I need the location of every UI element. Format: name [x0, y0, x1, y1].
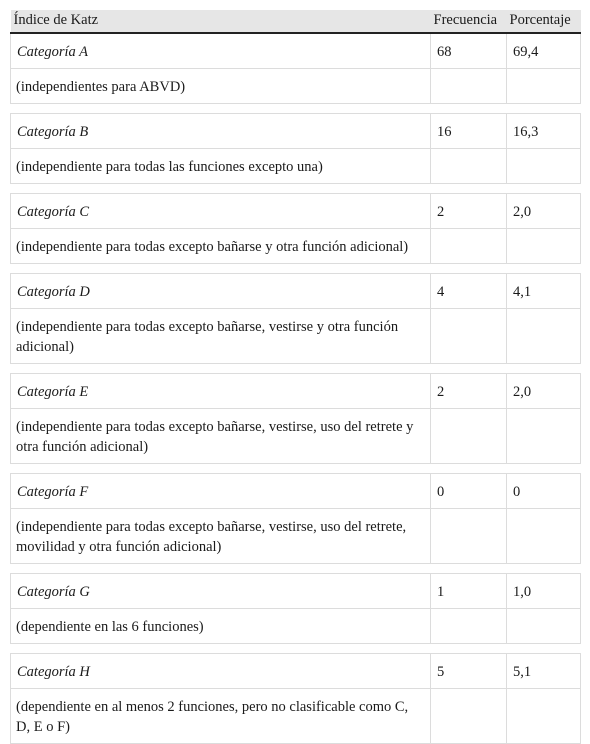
percentage-cell: 16,3	[507, 114, 581, 149]
header-percentage: Porcentaje	[507, 10, 581, 33]
empty-cell	[507, 409, 581, 464]
category-row	[11, 274, 581, 309]
category-description: (independientes para ABVD)	[11, 69, 431, 104]
category-description-row	[11, 309, 581, 364]
frequency-cell: 2	[431, 194, 507, 229]
empty-cell	[431, 309, 507, 364]
spacer-cell	[11, 364, 581, 374]
spacer-row	[11, 564, 581, 574]
empty-cell	[507, 149, 581, 184]
empty-cell	[507, 689, 581, 744]
category-description-row	[11, 689, 581, 744]
category-description: (dependiente en al menos 2 funciones, pero no clasificable como C, D, E o F)	[11, 689, 431, 744]
empty-cell	[507, 509, 581, 564]
table-header	[11, 10, 581, 33]
category-description-row	[11, 609, 581, 644]
category-name: Categoría C	[11, 194, 431, 229]
category-row	[11, 33, 581, 69]
spacer-cell	[11, 464, 581, 474]
category-description: (independiente para todas las funciones excepto una)	[11, 149, 431, 184]
frequency-cell: 68	[431, 33, 507, 69]
percentage-cell: 0	[507, 474, 581, 509]
empty-cell	[431, 69, 507, 104]
empty-cell	[507, 609, 581, 644]
category-name: Categoría A	[11, 33, 431, 69]
spacer-row	[11, 644, 581, 654]
spacer-row	[11, 364, 581, 374]
empty-cell	[431, 149, 507, 184]
category-description-row	[11, 509, 581, 564]
category-name: Categoría D	[11, 274, 431, 309]
category-row	[11, 654, 581, 689]
katz-table-container	[10, 10, 580, 744]
category-row	[11, 474, 581, 509]
category-row	[11, 194, 581, 229]
spacer-cell	[11, 564, 581, 574]
category-description: (independiente para todas excepto bañarse y otra función adicional)	[11, 229, 431, 264]
empty-cell	[431, 229, 507, 264]
spacer-cell	[11, 104, 581, 114]
category-description-row	[11, 149, 581, 184]
category-description: (independiente para todas excepto bañarse, vestirse, uso del retrete, movilidad y otra función adicional)	[11, 509, 431, 564]
category-name: Categoría E	[11, 374, 431, 409]
category-row	[11, 114, 581, 149]
category-name: Categoría G	[11, 574, 431, 609]
spacer-cell	[11, 264, 581, 274]
frequency-cell: 4	[431, 274, 507, 309]
empty-cell	[507, 229, 581, 264]
category-description-row	[11, 409, 581, 464]
spacer-row	[11, 184, 581, 194]
percentage-cell: 2,0	[507, 194, 581, 229]
percentage-cell: 4,1	[507, 274, 581, 309]
katz-index-table	[10, 10, 581, 744]
spacer-cell	[11, 644, 581, 654]
category-row	[11, 574, 581, 609]
empty-cell	[431, 409, 507, 464]
empty-cell	[507, 309, 581, 364]
percentage-cell: 5,1	[507, 654, 581, 689]
table-body	[11, 33, 581, 744]
category-description: (dependiente en las 6 funciones)	[11, 609, 431, 644]
empty-cell	[431, 689, 507, 744]
spacer-cell	[11, 184, 581, 194]
header-index: Índice de Katz	[11, 10, 431, 33]
category-name: Categoría B	[11, 114, 431, 149]
frequency-cell: 16	[431, 114, 507, 149]
category-description: (independiente para todas excepto bañarse, vestirse, uso del retrete y otra función adicional)	[11, 409, 431, 464]
category-row	[11, 374, 581, 409]
header-frequency: Frecuencia	[431, 10, 507, 33]
frequency-cell: 0	[431, 474, 507, 509]
category-description-row	[11, 229, 581, 264]
frequency-cell: 1	[431, 574, 507, 609]
frequency-cell: 2	[431, 374, 507, 409]
spacer-row	[11, 464, 581, 474]
category-name: Categoría F	[11, 474, 431, 509]
spacer-row	[11, 264, 581, 274]
empty-cell	[431, 609, 507, 644]
percentage-cell: 69,4	[507, 33, 581, 69]
category-description-row	[11, 69, 581, 104]
header-row	[11, 10, 581, 33]
category-description: (independiente para todas excepto bañarse, vestirse y otra función adicional)	[11, 309, 431, 364]
category-name: Categoría H	[11, 654, 431, 689]
frequency-cell: 5	[431, 654, 507, 689]
empty-cell	[431, 509, 507, 564]
percentage-cell: 1,0	[507, 574, 581, 609]
spacer-row	[11, 104, 581, 114]
empty-cell	[507, 69, 581, 104]
percentage-cell: 2,0	[507, 374, 581, 409]
